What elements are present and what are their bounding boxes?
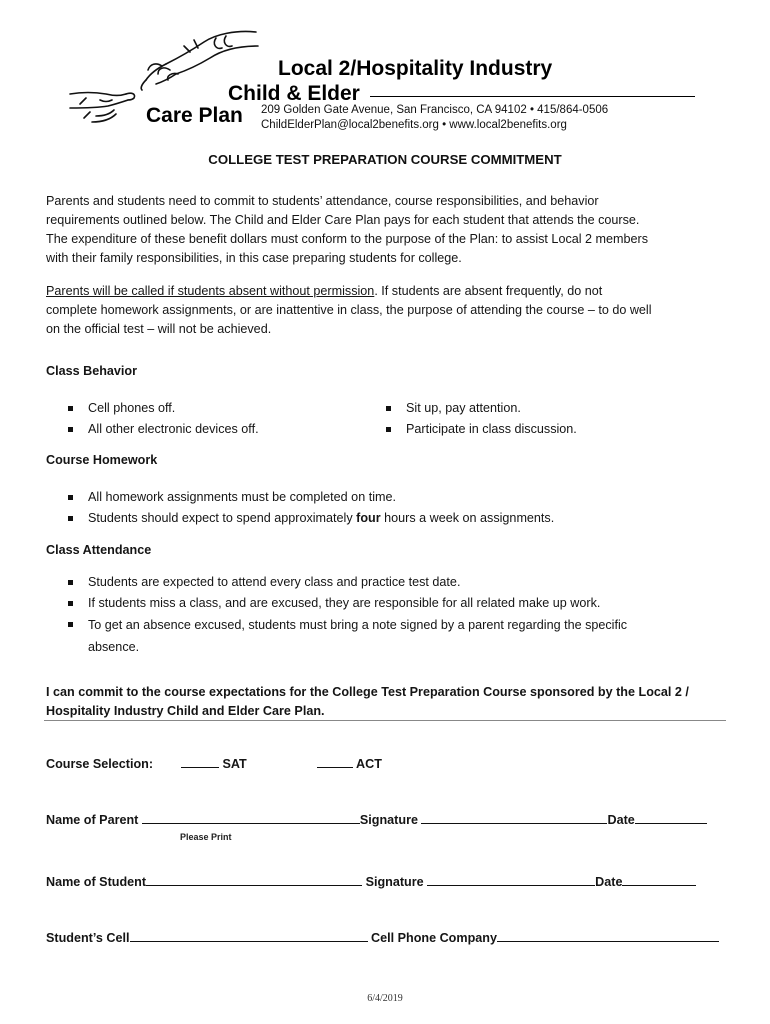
org-contact: ChildElderPlan@local2benefits.org • www.local2benefits.org [261, 119, 567, 131]
course-homework-list [66, 487, 746, 529]
org-address: 209 Golden Gate Avenue, San Francisco, CA 94102 • 415/864-0506 [261, 104, 609, 116]
list-item: Participate in class discussion. [384, 419, 577, 440]
list-item [66, 614, 726, 658]
homework-text: hours a week on assignments. [380, 511, 555, 525]
absence-line: on the official test – will not be achieved. [46, 322, 272, 336]
list-item: Students are expected to attend every class and practice test date. [66, 572, 726, 593]
attendance-line: absence. [88, 640, 140, 654]
students-cell-label: Student’s Cell [46, 931, 130, 945]
class-attendance-heading: Class Attendance [46, 543, 152, 557]
course-homework-heading: Course Homework [46, 453, 158, 467]
student-name-field[interactable] [146, 875, 362, 886]
org-name-line2: Child & Elder [228, 82, 360, 105]
class-behavior-list-left [66, 398, 259, 440]
class-behavior-heading: Class Behavior [46, 364, 137, 378]
intro-line: The expenditure of these benefit dollars must conform to the purpose of the Plan: to assist Local 2 members [46, 232, 649, 246]
list-item: All homework assignments must be completed on time. [66, 487, 746, 508]
intro-paragraph [46, 192, 736, 268]
cell-phone-company-field[interactable] [497, 931, 719, 942]
list-item: Cell phones off. [66, 398, 259, 419]
absence-paragraph [46, 282, 736, 339]
letterhead-rule [370, 96, 695, 97]
absence-text: . If students are absent frequently, do not [374, 284, 603, 298]
sat-blank[interactable] [181, 757, 219, 768]
student-signature-label: Signature [365, 875, 424, 889]
parent-signature-field[interactable] [421, 813, 607, 824]
absence-underlined-text: Parents will be called if students absent without permission [46, 284, 375, 298]
parent-name-field[interactable] [142, 813, 360, 824]
attendance-line: To get an absence excused, students must bring a note signed by a parent regarding the specific [88, 618, 628, 632]
homework-bold-text: four [356, 511, 381, 525]
section-divider [44, 720, 726, 721]
please-print-note: Please Print [180, 832, 232, 842]
homework-text: Students should expect to spend approximately [88, 511, 357, 525]
commitment-line: Hospitality Industry Child and Elder Care Plan. [46, 704, 325, 718]
act-option[interactable] [317, 757, 382, 771]
student-date-field[interactable] [622, 875, 696, 886]
student-signature-field[interactable] [427, 875, 595, 886]
org-name-line3: Care Plan [146, 104, 243, 127]
name-of-parent-label: Name of Parent [46, 813, 139, 827]
course-selection-label: Course Selection: [46, 757, 154, 771]
document-title: COLLEGE TEST PREPARATION COURSE COMMITMENT [208, 152, 562, 167]
commitment-line: I can commit to the course expectations for the College Test Preparation Course sponsored by the Local 2 / [46, 685, 689, 699]
list-item: If students miss a class, and are excused, they are responsible for all related make up work. [66, 593, 726, 614]
sat-option[interactable] [181, 757, 247, 771]
student-row [46, 875, 696, 889]
footer-date: 6/4/2019 [367, 993, 403, 1004]
parent-row [46, 813, 707, 827]
student-date-label: Date [595, 875, 623, 889]
list-item: Sit up, pay attention. [384, 398, 577, 419]
students-cell-field[interactable] [130, 931, 368, 942]
cell-phone-company-label: Cell Phone Company [371, 931, 497, 945]
class-attendance-list [66, 572, 726, 658]
parent-signature-label: Signature [359, 813, 418, 827]
sat-label: SAT [222, 757, 247, 771]
org-name-line1: Local 2/Hospitality Industry [278, 57, 553, 80]
list-item [66, 508, 746, 529]
absence-line: complete homework assignments, or are inattentive in class, the purpose of attending the course – to do well [46, 303, 652, 317]
cell-row [46, 931, 719, 945]
parent-date-field[interactable] [635, 813, 707, 824]
act-blank[interactable] [317, 757, 353, 768]
act-label: ACT [356, 757, 382, 771]
name-of-student-label: Name of Student [46, 875, 147, 889]
intro-line: with their family responsibilities, in this case preparing students for college. [46, 251, 462, 265]
intro-line: Parents and students need to commit to students’ attendance, course responsibilities, and behavior [46, 194, 599, 208]
list-item: All other electronic devices off. [66, 419, 259, 440]
class-behavior-list-right [384, 398, 577, 440]
intro-line: requirements outlined below. The Child and Elder Care Plan pays for each student that attends the course. [46, 213, 640, 227]
parent-date-label: Date [607, 813, 635, 827]
commitment-statement [46, 683, 736, 721]
